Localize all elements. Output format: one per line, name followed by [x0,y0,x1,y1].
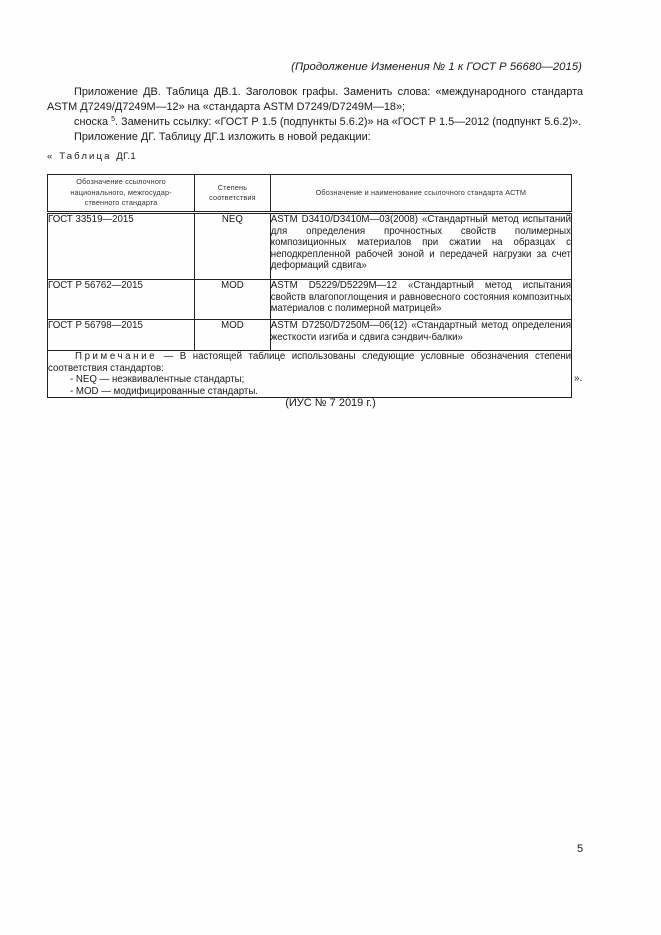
table-note-row [48,351,572,398]
footnote-text-rest: . Заменить ссылку: «ГОСТ Р 1.5 (подпункты 5.6.2)» на «ГОСТ Р 1.5—2012 (подпункт 5.6.2)». [114,116,582,128]
paragraph-footnote-change [47,115,583,130]
header-national-standard: Обозначение ссылочного национального, межгосудар-ственного стандарта [48,175,195,213]
cell-description: ASTM D5229/D5229M—12 «Стандартный метод испытания свойств влагопоглощения и равновесного состояния композитных материалов с полимерной матрицей» [270,280,571,320]
paragraph-appendix-dg [47,130,583,145]
paragraph-line: ASTM Д7249/Д7249M—12» на «стандарта ASTM D7249/D7249M—18»; [47,101,406,113]
paragraph-line [47,115,583,130]
paragraph-line: Приложение ДГ. Таблицу ДГ.1 изложить в новой редакции: [74,131,371,143]
cell-description: ASTM D3410/D3410M—03(2008) «Стандартный метод испытаний для определения прочностных свойств полимерных композиционных материалов при сжатии на образцах с неподкрепленной рабочей зоной и передачей нагрузки за счет деформаций сдвига» [270,213,571,280]
header-degree: Степень соответствия [195,175,271,213]
ius-reference: (ИУС № 7 2019 г.) [285,397,376,409]
table-note [48,351,572,398]
note-item-mod: - MOD — модифицированные стандарты. [70,385,258,397]
cell-code: ГОСТ Р 56798—2015 [48,320,195,351]
note-label: Примечание [75,351,158,362]
table-header-row [48,175,572,213]
table-row [48,280,572,320]
running-head: (Продолжение Изменения № 1 к ГОСТ Р 56680—2015) [291,61,582,73]
header-astm-standard: Обозначение и наименование ссылочного стандарта АСТМ [270,175,571,213]
table-caption-number: ДГ.1 [116,151,137,162]
cell-code: ГОСТ Р 56762—2015 [48,280,195,320]
cell-degree: MOD [195,320,271,351]
note-item-neq: - NEQ — неэквивалентные стандарты; [70,374,245,386]
paragraph-line: Приложение ДВ. Таблица ДВ.1. Заголовок графы. Заменить слова: «международного стандарта [74,86,583,98]
table-caption-prefix: « Таблица [47,151,112,162]
cell-degree: NEQ [195,213,271,280]
cell-degree: MOD [195,280,271,320]
table-row [48,320,572,351]
cell-description: ASTM D7250/D7250M—06(12) «Стандартный метод определения жесткости изгиба и сдвига сэндвич-балки» [270,320,571,351]
table-caption [47,151,136,162]
footnote-text-prefix: сноска [74,116,112,128]
note-text: — В настоящей таблице использованы следующие условные обозначения степени соответствия стандартов: [48,351,571,374]
footnote-mark: 5 [111,116,115,123]
paragraph-appendix-dv [47,85,583,115]
standards-table [47,174,572,398]
table-row [48,213,572,280]
cell-code: ГОСТ 33519—2015 [48,213,195,280]
note-paragraph [48,351,571,374]
closing-quote: ». [574,373,583,384]
page-number: 5 [577,843,584,855]
